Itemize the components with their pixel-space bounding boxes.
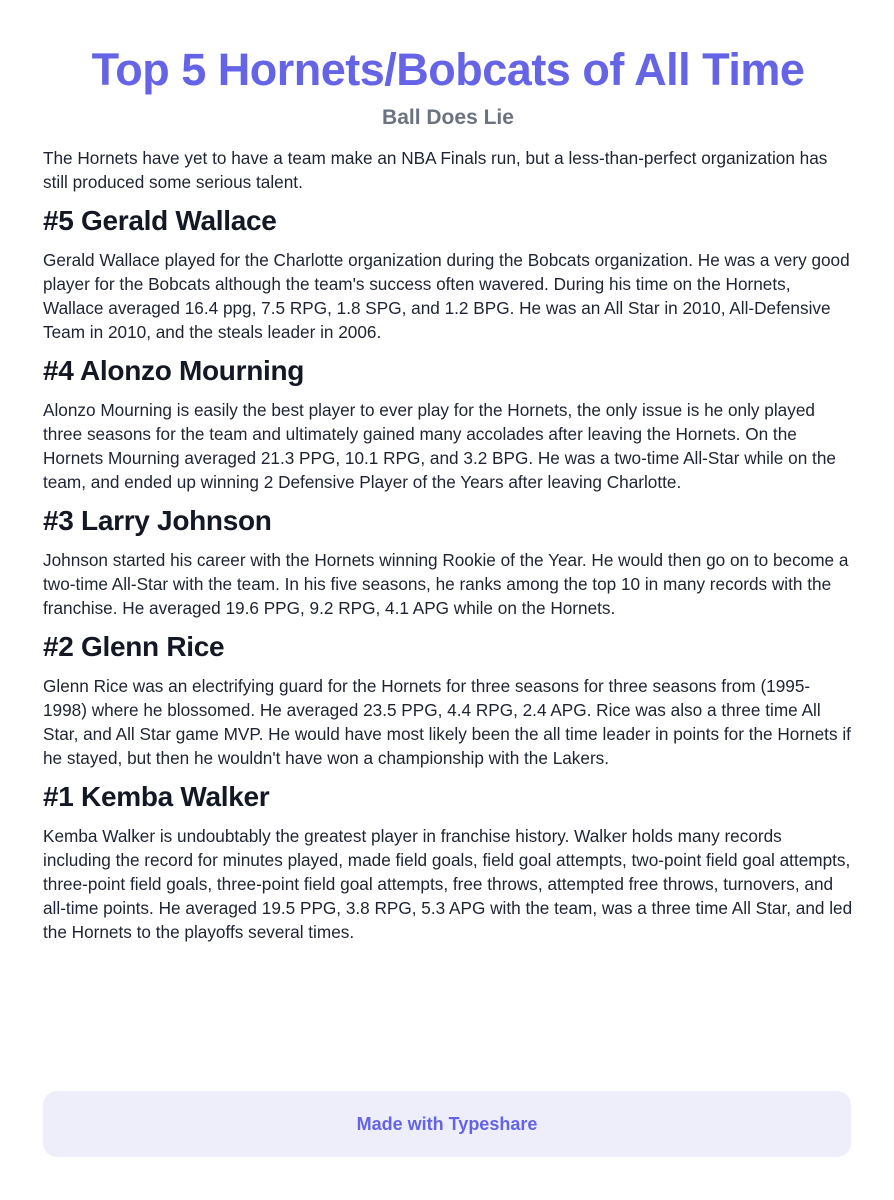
section-heading: #5 Gerald Wallace (43, 205, 277, 236)
intro-paragraph: The Hornets have yet to have a team make an NBA Finals run, but a less-than-perfect organization has still produced some serious talent. (43, 148, 828, 192)
footer-banner[interactable] (43, 1091, 851, 1157)
section-4 (43, 354, 853, 494)
page-title: Top 5 Hornets/Bobcats of All Time (91, 44, 805, 95)
footer-label: Made with Typeshare (356, 1113, 538, 1134)
section-body: Gerald Wallace played for the Charlotte organization during the Bobcats organization. He was a very good player for the Bobcats although the team's success often wavered. During his time on the Hornets, Wallace averaged 16.4 ppg, 7.5 RPG, 1.8 SPG, and 1.2 BPG. He was an All Star in 2010, All-Defensive Team in 2010, and the steals leader in 2006. (43, 250, 850, 342)
section-heading: #4 Alonzo Mourning (43, 355, 305, 386)
section-heading: #2 Glenn Rice (43, 631, 225, 662)
section-body: Glenn Rice was an electrifying guard for the Hornets for three seasons for three seasons from (1995-1998) where he blossomed. He averaged 23.5 PPG, 4.4 RPG, 2.4 APG. Rice was also a three time All Star, and All Star game MVP. He would have most likely been the all time leader in points for the Hornets if he stayed, but then he wouldn't have won a championship with the Lakers. (43, 676, 851, 768)
document (43, 40, 853, 944)
section-3 (43, 504, 853, 620)
section-heading: #3 Larry Johnson (43, 505, 272, 536)
section-2 (43, 630, 853, 770)
section-heading: #1 Kemba Walker (43, 781, 270, 812)
section-body: Kemba Walker is undoubtably the greatest player in franchise history. Walker holds many records including the record for minutes played, made field goals, field goal attempts, two-point field goal attempts, three-point field goals, three-point field goal attempts, free throws, attempted free throws, turnovers, and all-time points. He averaged 19.5 PPG, 3.8 RPG, 5.3 APG with the team, was a three time All Star, and led the Hornets to the playoffs several times. (43, 826, 853, 942)
page-subtitle: Ball Does Lie (382, 106, 514, 129)
section-5 (43, 204, 853, 344)
section-1 (43, 780, 853, 944)
section-body: Johnson started his career with the Hornets winning Rookie of the Year. He would then go on to become a two-time All-Star with the team. In his five seasons, he ranks among the top 10 in many records with the franchise. He averaged 19.6 PPG, 9.2 RPG, 4.1 APG while on the Hornets. (43, 550, 849, 618)
section-body: Alonzo Mourning is easily the best player to ever play for the Hornets, the only issue is he only played three seasons for the team and ultimately gained many accolades after leaving the Hornets. On the Hornets Mourning averaged 21.3 PPG, 10.1 RPG, and 3.2 BPG. He was a two-time All-Star while on the team, and ended up winning 2 Defensive Player of the Years after leaving Charlotte. (43, 400, 836, 492)
